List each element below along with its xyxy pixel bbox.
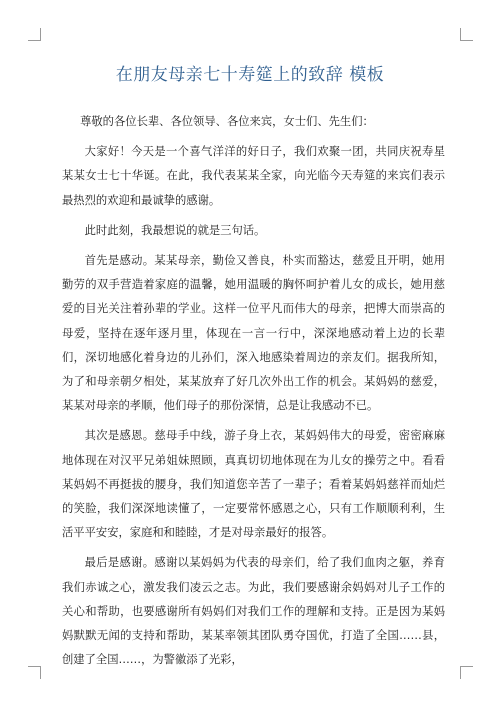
body-paragraph: 大家好！今天是一个喜气洋洋的好日子，我们欢聚一团，共同庆祝寿星某某女士七十华诞。在此，我代表某某全家，向光临今天寿筵的来宾们表示最热烈的欢迎和最诚挚的感谢。 <box>62 145 445 207</box>
body-paragraph: 其次是感恩。慈母手中线，游子身上衣，某妈妈伟大的母爱，密密麻麻地体现在对汉平兄弟姐妹照顾，真真切切地体现在为儿女的操劳之中。看看某妈妈不再挺拔的腰身，我们知道您辛苦了一辈子；看着某妈妈慈祥而灿烂的笑脸，我们深深地读懂了，一定要常怀感恩之心，只有工作顺顺利利，生活平平安安，家庭和和睦睦，才是对母亲最好的报答。 <box>62 429 445 540</box>
body-paragraph: 首先是感动。某某母亲，勤俭又善良，朴实而豁达，慈爱且开明，她用勤劳的双手营造着家庭的温馨，她用温暖的胸怀呵护着儿女的成长，她用慈爱的目光关注着孙辈的学业。这样一位平凡而伟大的母亲，把博大而崇高的母爱，坚持在逐年逐月里，体现在一言一行中，深深地感动着上边的长辈们，深切地感化着身边的儿孙们，深入地感染着周边的亲友们。据我所知，为了和母亲朝夕相处，某某放弃了好几次外出工作的机会。某妈妈的慈爱，某某对母亲的孝顺，他们母子的那份深情，总是让我感动不已。 <box>62 254 445 413</box>
document-body <box>62 110 445 678</box>
corner-mark-top-right <box>460 28 473 41</box>
document-title: 在朋友母亲七十寿筵上的致辞 模板 <box>115 65 385 85</box>
corner-mark-top-left <box>28 28 41 41</box>
body-paragraph: 此时此刻，我最想说的就是三句话。 <box>84 223 266 237</box>
corner-mark-bottom-left <box>28 666 41 679</box>
corner-mark-bottom-right <box>460 666 473 679</box>
body-paragraph: 最后是感谢。感谢以某妈妈为代表的母亲们，给了我们血肉之躯，养育我们赤诚之心，激发我们凌云之志。为此，我们要感谢余妈妈对儿子工作的关心和帮助，也要感谢所有妈妈们对我们工作的理解和支持。正是因为某妈妈默默无闻的支持和帮助，某某率领其团队勇夺国优，打造了全国……县，创建了全国……，为警徽添了光彩， <box>62 556 445 667</box>
greeting-paragraph: 尊敬的各位长辈、各位领导、各位来宾，女士们、先生们： <box>80 115 374 128</box>
